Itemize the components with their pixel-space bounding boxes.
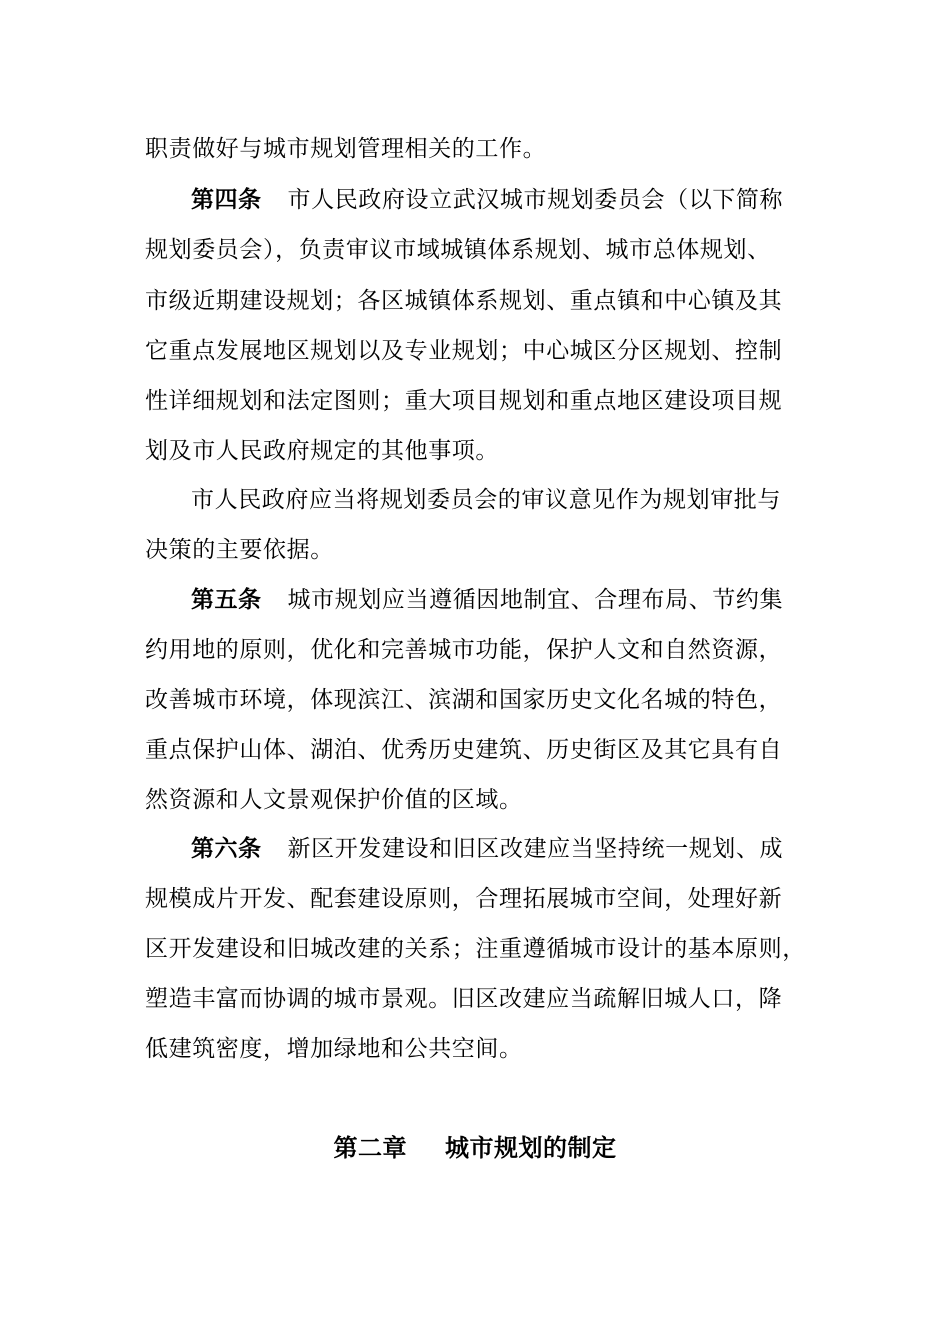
paragraph-line: 性详细规划和法定图则；重大项目规划和重点地区建设项目规: [145, 388, 783, 414]
paragraph-line: 市人民政府应当将规划委员会的审议意见作为规划审批与: [191, 487, 781, 513]
article-4-text: 市人民政府设立武汉城市规划委员会（以下简称: [287, 187, 784, 213]
paragraph-line: 改善城市环境，体现滨江、滨湖和国家历史文化名城的特色，: [145, 687, 783, 713]
article-5-first-line: [191, 584, 783, 616]
article-4-first-line: [191, 184, 783, 216]
paragraph-line: 市级近期建设规划；各区城镇体系规划、重点镇和中心镇及其: [145, 288, 783, 314]
paragraph-line: 低建筑密度，增加绿地和公共空间。: [145, 1036, 523, 1062]
article-6-title: 第六条: [191, 836, 262, 862]
chapter-number: 第二章: [333, 1134, 407, 1162]
paragraph-line: 区开发建设和旧城改建的关系；注重遵循城市设计的基本原则，: [145, 936, 806, 962]
article-5-text: 城市规划应当遵循因地制宜、合理布局、节约集: [287, 587, 784, 613]
chapter-title: 城市规划的制定: [445, 1134, 617, 1162]
article-6-first-line: [191, 833, 783, 865]
chapter-heading: [0, 1131, 950, 1165]
paragraph-line: 划及市人民政府规定的其他事项。: [145, 438, 499, 464]
article-4-title: 第四条: [191, 187, 262, 213]
article-6-text: 新区开发建设和旧区改建应当坚持统一规划、成: [287, 836, 784, 862]
paragraph-line: 它重点发展地区规划以及专业规划；中心城区分区规划、控制: [145, 338, 783, 364]
paragraph-line: 然资源和人文景观保护价值的区域。: [145, 787, 523, 813]
paragraph-line: 约用地的原则，优化和完善城市功能，保护人文和自然资源，: [145, 637, 783, 663]
paragraph-line: 规模成片开发、配套建设原则，合理拓展城市空间，处理好新: [145, 886, 783, 912]
paragraph-line: 决策的主要依据。: [145, 537, 334, 563]
paragraph-line: 职责做好与城市规划管理相关的工作。: [145, 136, 547, 162]
article-5-title: 第五条: [191, 587, 262, 613]
paragraph-line: 规划委员会），负责审议市域城镇体系规划、城市总体规划、: [145, 237, 771, 263]
paragraph-line: 塑造丰富而协调的城市景观。旧区改建应当疏解旧城人口，降: [145, 986, 783, 1012]
paragraph-line: 重点保护山体、湖泊、优秀历史建筑、历史街区及其它具有自: [145, 737, 783, 763]
